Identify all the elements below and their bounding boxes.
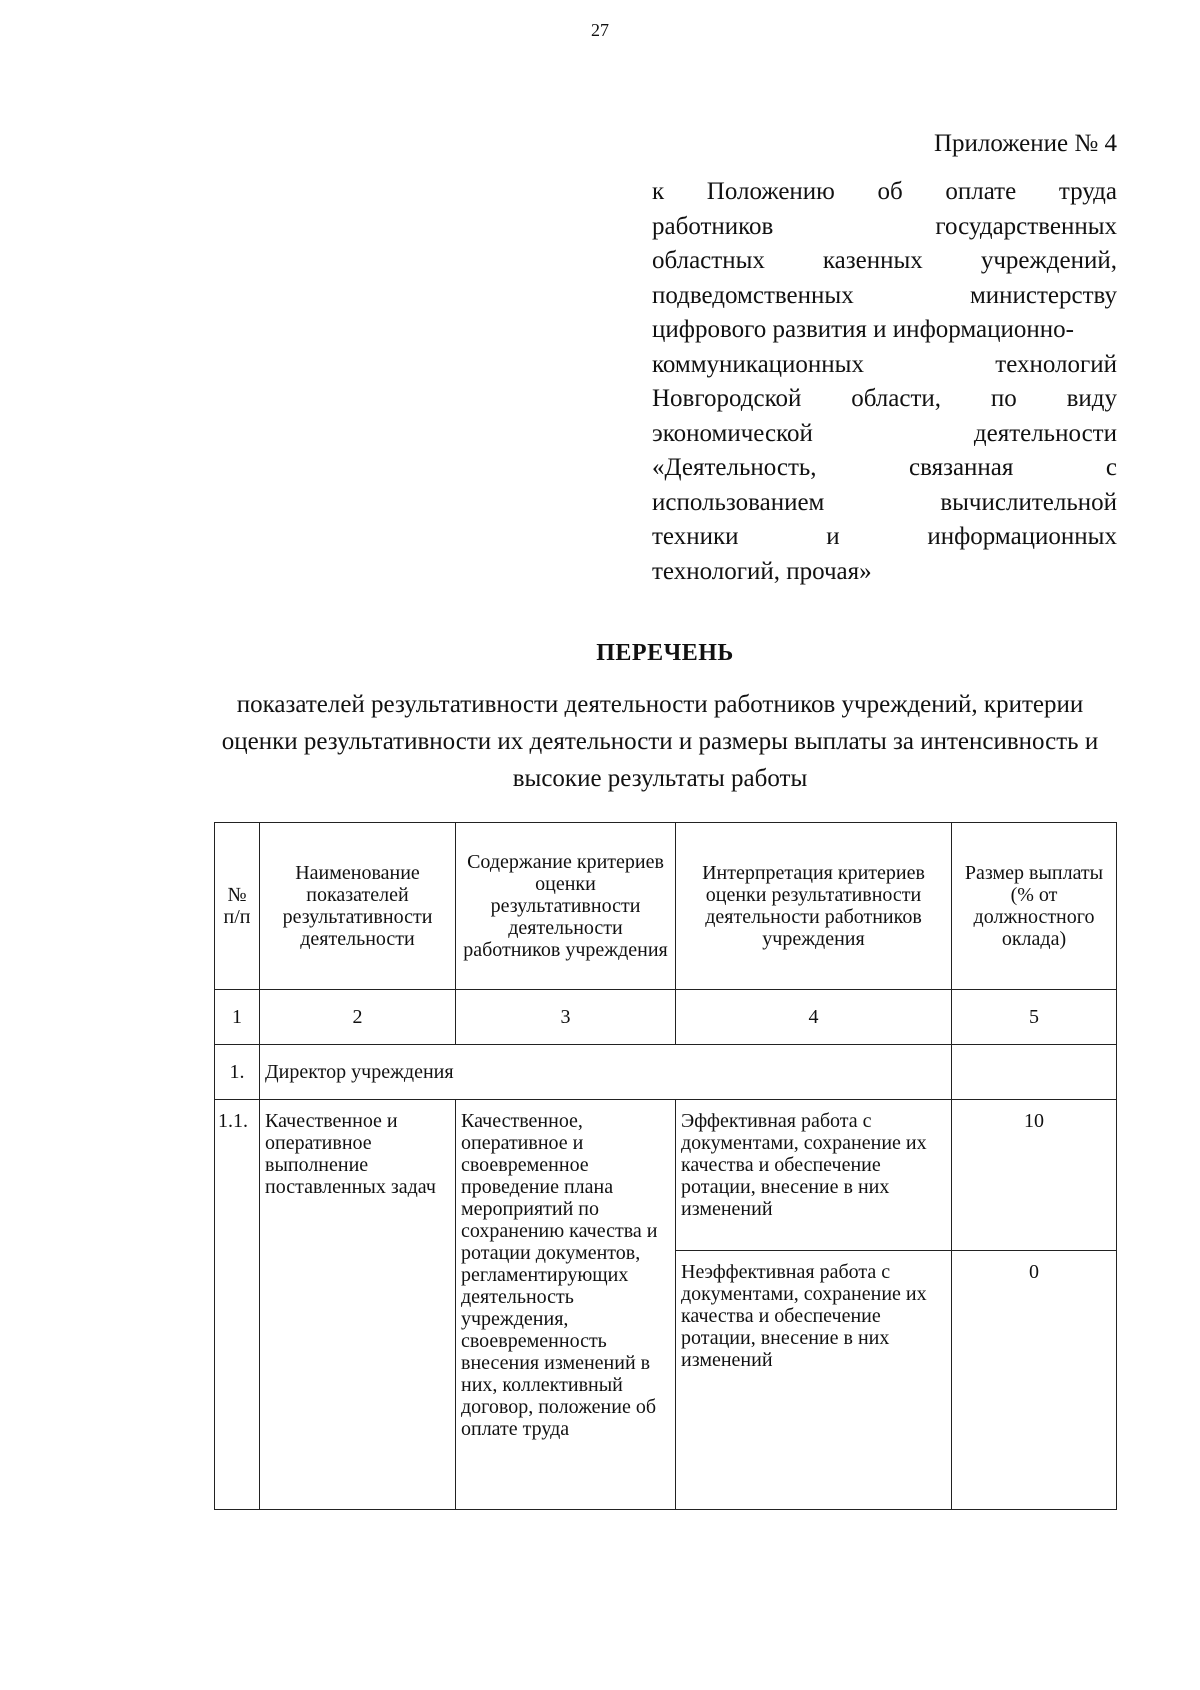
appendix-word: экономической: [652, 419, 813, 447]
appendix-line: [652, 279, 1117, 314]
section-number: 1.: [215, 1045, 260, 1100]
document-subtitle: показателей результативности деятельности работников учреждений, критерии оценки результативности их деятельности и размеры выплаты за интенсивность и высокие результаты работы: [221, 691, 1099, 792]
column-number: 3: [456, 990, 676, 1045]
appendix-line: [652, 348, 1117, 383]
appendix-word: технологий: [995, 350, 1117, 378]
appendix-word: учреждений,: [980, 247, 1117, 274]
appendix-word: технологий, прочая»: [652, 557, 872, 585]
section-label: Директор учреждения: [260, 1045, 952, 1100]
appendix-word: виду: [1066, 385, 1117, 412]
appendix-word: областных: [652, 247, 765, 274]
column-number: 4: [676, 990, 952, 1045]
appendix-word: по: [990, 385, 1017, 412]
appendix-word: оплате: [945, 178, 1017, 205]
header-criteria-interpretation: Интерпретация критериев оценки результативности деятельности работников учреждения: [676, 823, 952, 990]
row-payment: 0: [952, 1251, 1117, 1510]
appendix-word: подведомственных: [652, 281, 854, 309]
column-numbers-row: [215, 990, 1117, 1045]
appendix-word: цифрового развития и информационно-: [652, 316, 1074, 343]
appendix-word: области,: [851, 385, 942, 412]
appendix-title: Приложение № 4: [933, 130, 1117, 157]
header-number: № п/п: [215, 823, 260, 990]
appendix-line: [652, 175, 1117, 210]
row-number: 1.1.: [215, 1100, 260, 1510]
appendix-line: [652, 313, 1117, 348]
column-number: 2: [260, 990, 456, 1045]
document-title: ПЕРЕЧЕНЬ: [596, 640, 734, 666]
appendix-line: [652, 451, 1117, 486]
section-row: [215, 1045, 1117, 1100]
appendix-line: [652, 555, 1117, 590]
appendix-word: Новгородской: [652, 385, 802, 412]
appendix-word: труда: [1058, 178, 1117, 205]
appendix-word: работников: [652, 212, 774, 240]
appendix-line: [652, 417, 1117, 452]
appendix-word: связанная: [909, 454, 1014, 481]
appendix-word: к: [652, 178, 665, 205]
appendix-line: [652, 210, 1117, 245]
appendix-word: информационных: [927, 523, 1117, 550]
indicators-table: [214, 822, 1117, 1510]
table-header-row: [215, 823, 1117, 990]
appendix-line: [652, 382, 1117, 417]
row-payment: 10: [952, 1100, 1117, 1251]
row-interpretation: Неэффективная работа с документами, сохранение их качества и обеспечение ротации, внесение в них изменений: [676, 1251, 952, 1510]
appendix-word: об: [877, 178, 903, 205]
appendix-word: Положению: [706, 178, 835, 205]
appendix-word: использованием: [652, 488, 825, 516]
appendix-line: [652, 244, 1117, 279]
page-number: 27: [591, 20, 609, 40]
row-indicator: Качественное и оперативное выполнение поставленных задач: [260, 1100, 456, 1510]
appendix-word: министерству: [969, 281, 1117, 309]
table-row: [215, 1100, 1117, 1251]
appendix-word: и: [826, 523, 840, 550]
row-criteria: Качественное, оперативное и своевременное проведение плана мероприятий по сохранению качества и ротации документов, регламентирующих деятельность учреждения, своевременность внесения изменений в них, коллективный договор, положение об оплате труда: [456, 1100, 676, 1510]
header-criteria-content: Содержание критериев оценки результативности деятельности работников учреждения: [456, 823, 676, 990]
appendix-body: [652, 175, 1117, 589]
appendix-word: коммуникационных: [652, 350, 864, 378]
header-payment-size: Размер выплаты (% от должностного оклада): [952, 823, 1117, 990]
appendix-line: [652, 486, 1117, 521]
header-indicator-name: Наименование показателей результативности деятельности: [260, 823, 456, 990]
appendix-word: техники: [652, 523, 739, 550]
appendix-word: с: [1105, 454, 1117, 481]
appendix-word: вычислительной: [940, 488, 1117, 516]
appendix-line: [652, 520, 1117, 555]
column-number: 1: [215, 990, 260, 1045]
row-interpretation: Эффективная работа с документами, сохранение их качества и обеспечение ротации, внесение в них изменений: [676, 1100, 952, 1251]
appendix-word: деятельности: [973, 419, 1117, 447]
column-number: 5: [952, 990, 1117, 1045]
appendix-word: казенных: [822, 247, 923, 274]
appendix-word: государственных: [935, 212, 1117, 240]
appendix-word: «Деятельность,: [652, 454, 817, 481]
section-empty-cell: [952, 1045, 1117, 1100]
